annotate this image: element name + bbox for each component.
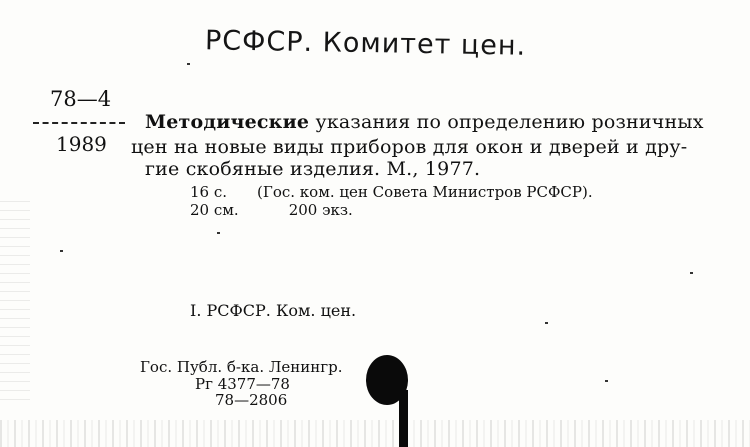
description-title-word: Методические	[145, 111, 310, 133]
speck	[60, 250, 63, 252]
description-line-1-rest: указания по определению розничных	[315, 111, 704, 133]
speck	[690, 272, 693, 274]
description-line-2: цен на новые виды приборов для окон и дверей и дру-	[131, 136, 688, 158]
speck	[187, 63, 190, 65]
call-number-top: 78—4	[50, 87, 112, 111]
page-count: 16 с.	[190, 183, 228, 201]
library-line-1: Гос. Публ. б-ка. Ленингр.	[140, 358, 343, 376]
description-line-1	[145, 111, 704, 133]
copies-note: 200 экз.	[288, 201, 353, 219]
library-line-2: Рг 4377—78	[195, 375, 290, 393]
speck	[217, 232, 220, 234]
size-note: 20 см.	[190, 201, 239, 219]
speck	[545, 322, 548, 324]
scan-noise-left	[0, 200, 30, 400]
scan-noise-bottom	[0, 420, 750, 447]
physical-line-1	[190, 183, 593, 201]
call-number-year: 1989	[56, 132, 107, 156]
library-line-3: 78—2806	[215, 391, 288, 409]
speck	[605, 380, 608, 382]
call-number-divider	[33, 122, 125, 124]
subject-entry: I. РСФСР. Ком. цен.	[190, 301, 357, 320]
physical-line-2	[190, 201, 353, 219]
description-line-3: гие скобяные изделия. М., 1977.	[145, 158, 481, 180]
handwritten-header: РСФСР. Комитет цен.	[204, 25, 527, 62]
publisher-note: (Гос. ком. цен Совета Министров РСФСР).	[257, 183, 593, 201]
